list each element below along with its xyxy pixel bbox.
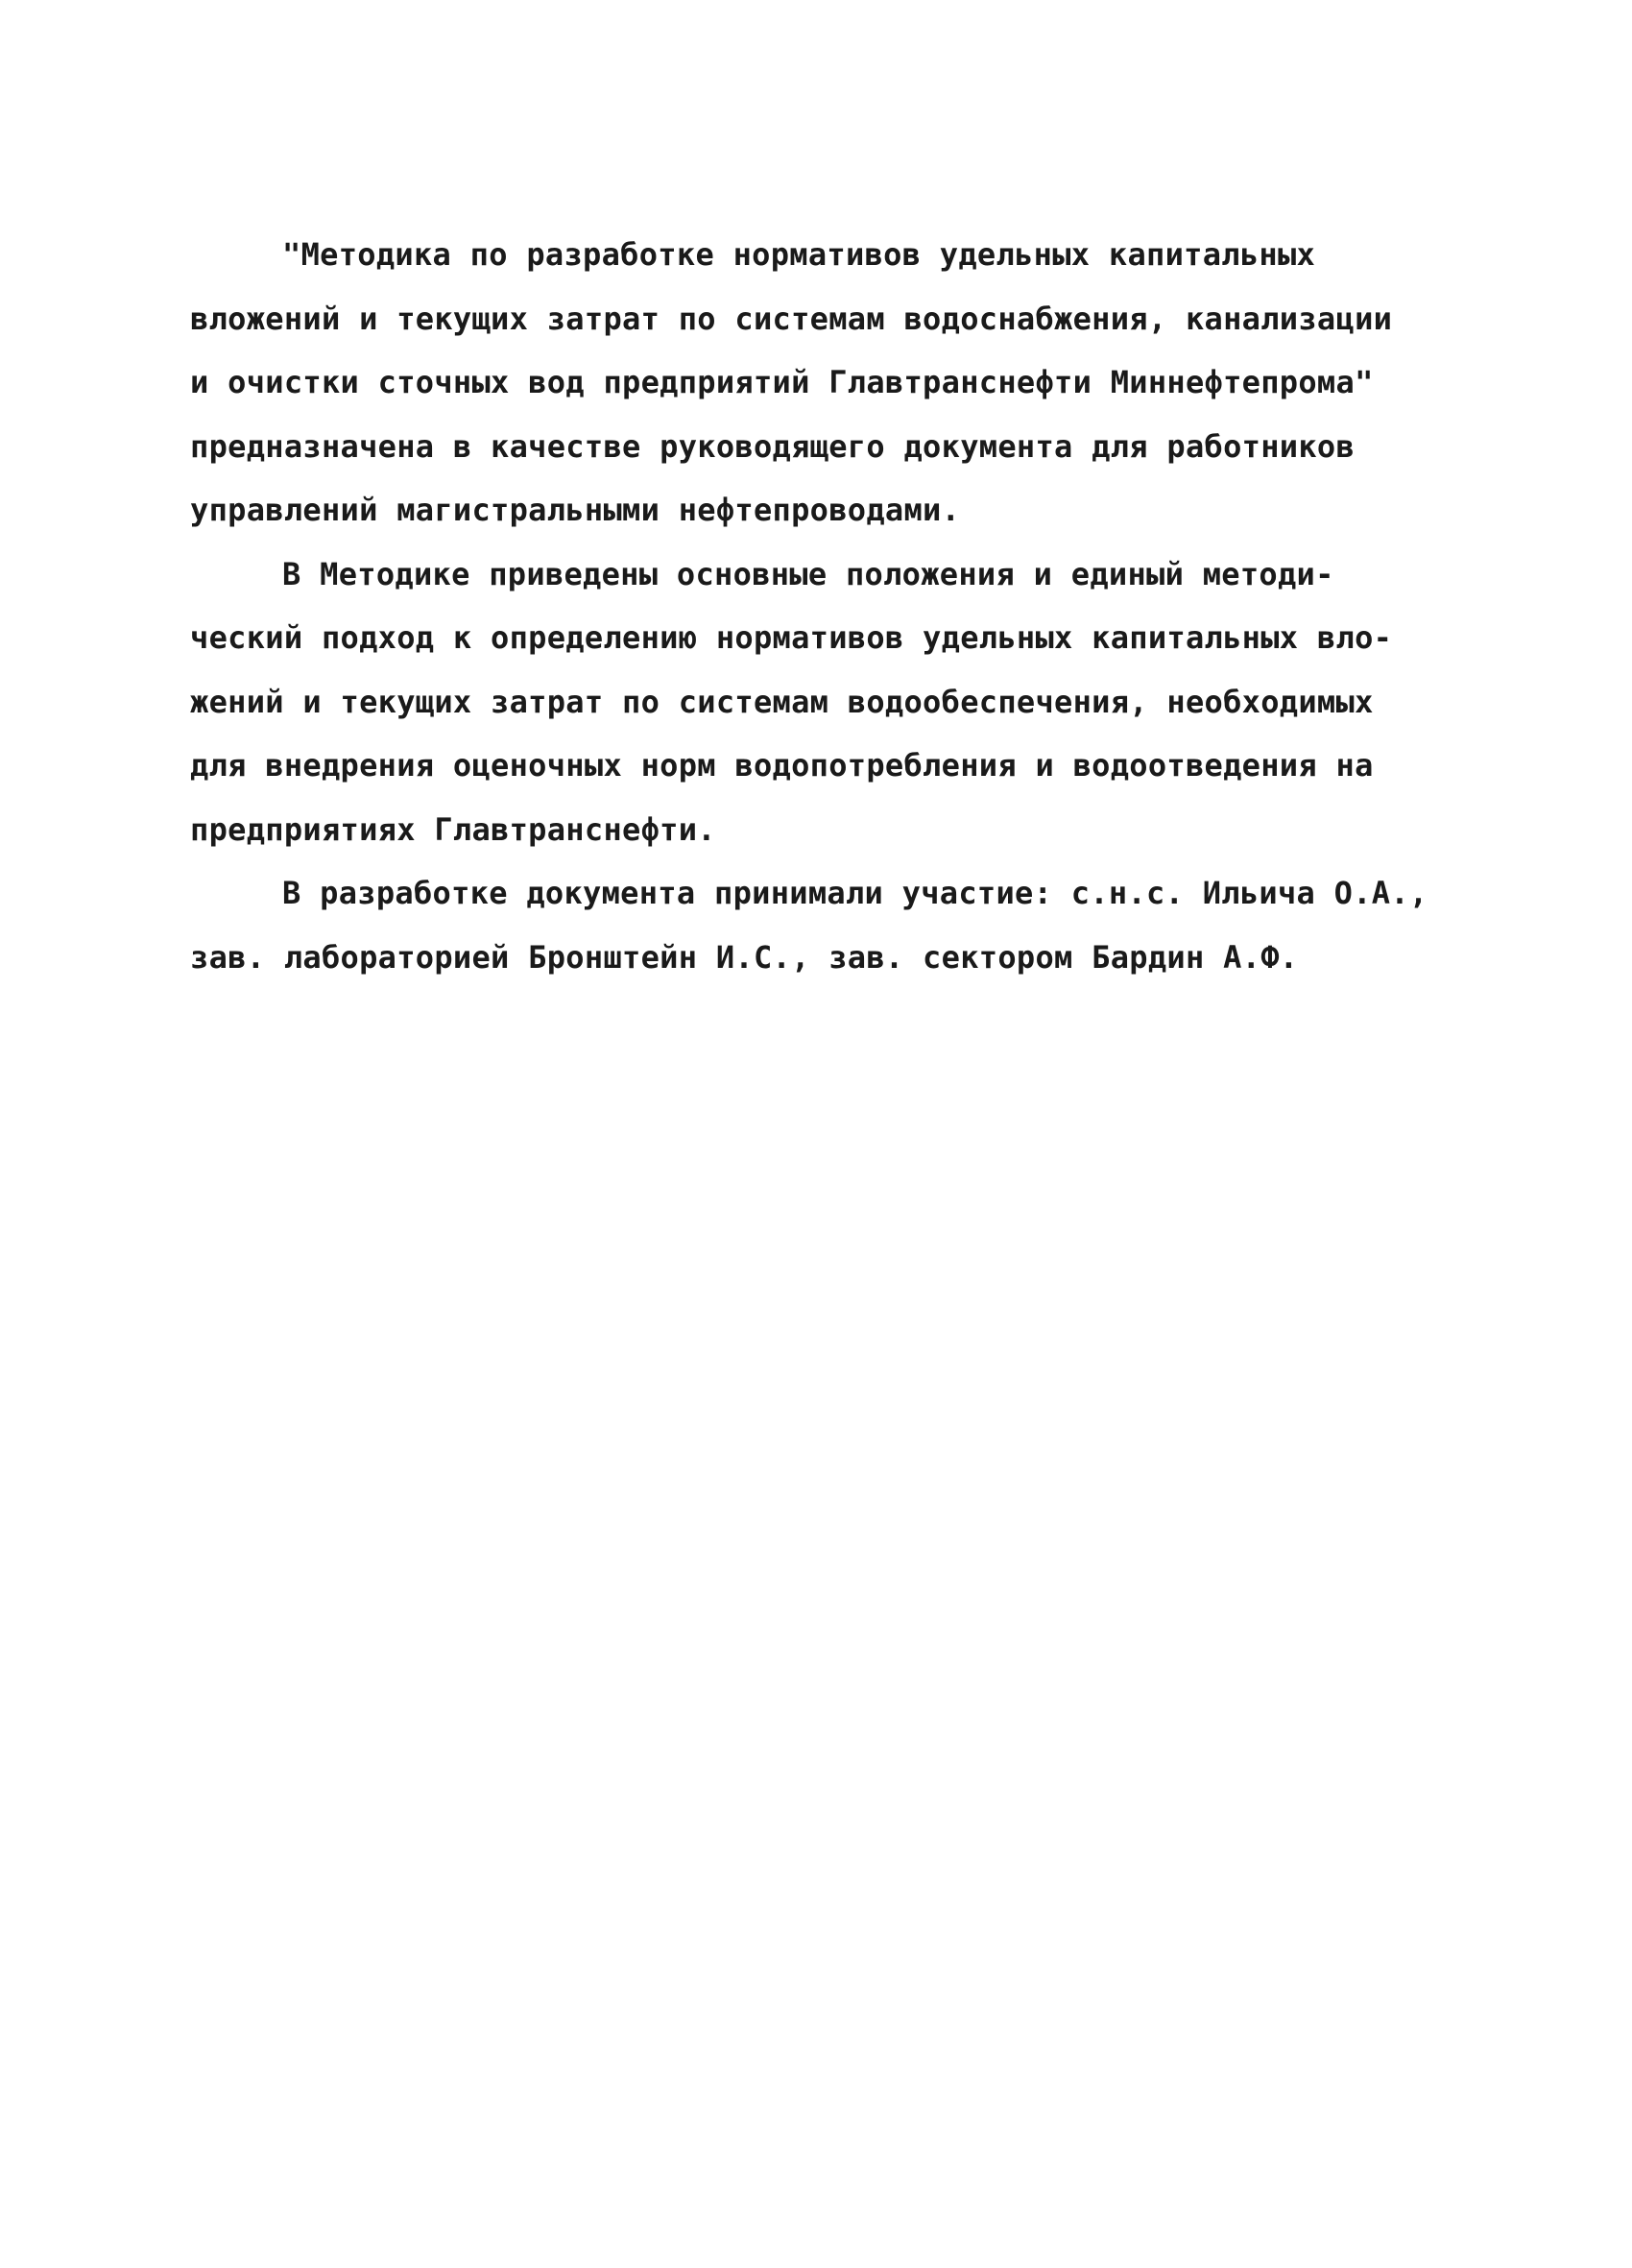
paragraph-line: управлений магистральными нефтепроводами. (190, 492, 961, 528)
paragraph-line: предприятиях Главтранснефти. (190, 810, 716, 848)
paragraph-line: и очистки сточных вод предприятий Главтранснефти Миннефтепрома" (190, 364, 1374, 400)
paragraph-contents (190, 543, 1457, 862)
paragraph-line: зав. лабораторией Бронштейн И.С., зав. сектором Бардин А.Ф. (190, 938, 1299, 976)
paragraph-authors (190, 861, 1457, 989)
document-body (190, 223, 1457, 989)
paragraph-line: В Методике приведены основные положения и единый методи- (282, 555, 1334, 592)
paragraph-line: ческий подход к определению нормативов удельных капитальных вло- (190, 619, 1393, 656)
paragraph-line: "Методика по разработке нормативов удельных капитальных (282, 236, 1316, 273)
paragraph-line: жений и текущих затрат по системам водообеспечения, необходимых (190, 683, 1374, 720)
paragraph-line: вложений и текущих затрат по системам водоснабжения, канализации (190, 300, 1393, 337)
paragraph-purpose (190, 223, 1457, 543)
paragraph-line: В разработке документа принимали участие: с.н.с. Ильича О.А., (282, 875, 1428, 911)
paragraph-line: для внедрения оценочных норм водопотребления и водоотведения на (190, 747, 1374, 784)
paragraph-line: предназначена в качестве руководящего документа для работников (190, 427, 1356, 465)
